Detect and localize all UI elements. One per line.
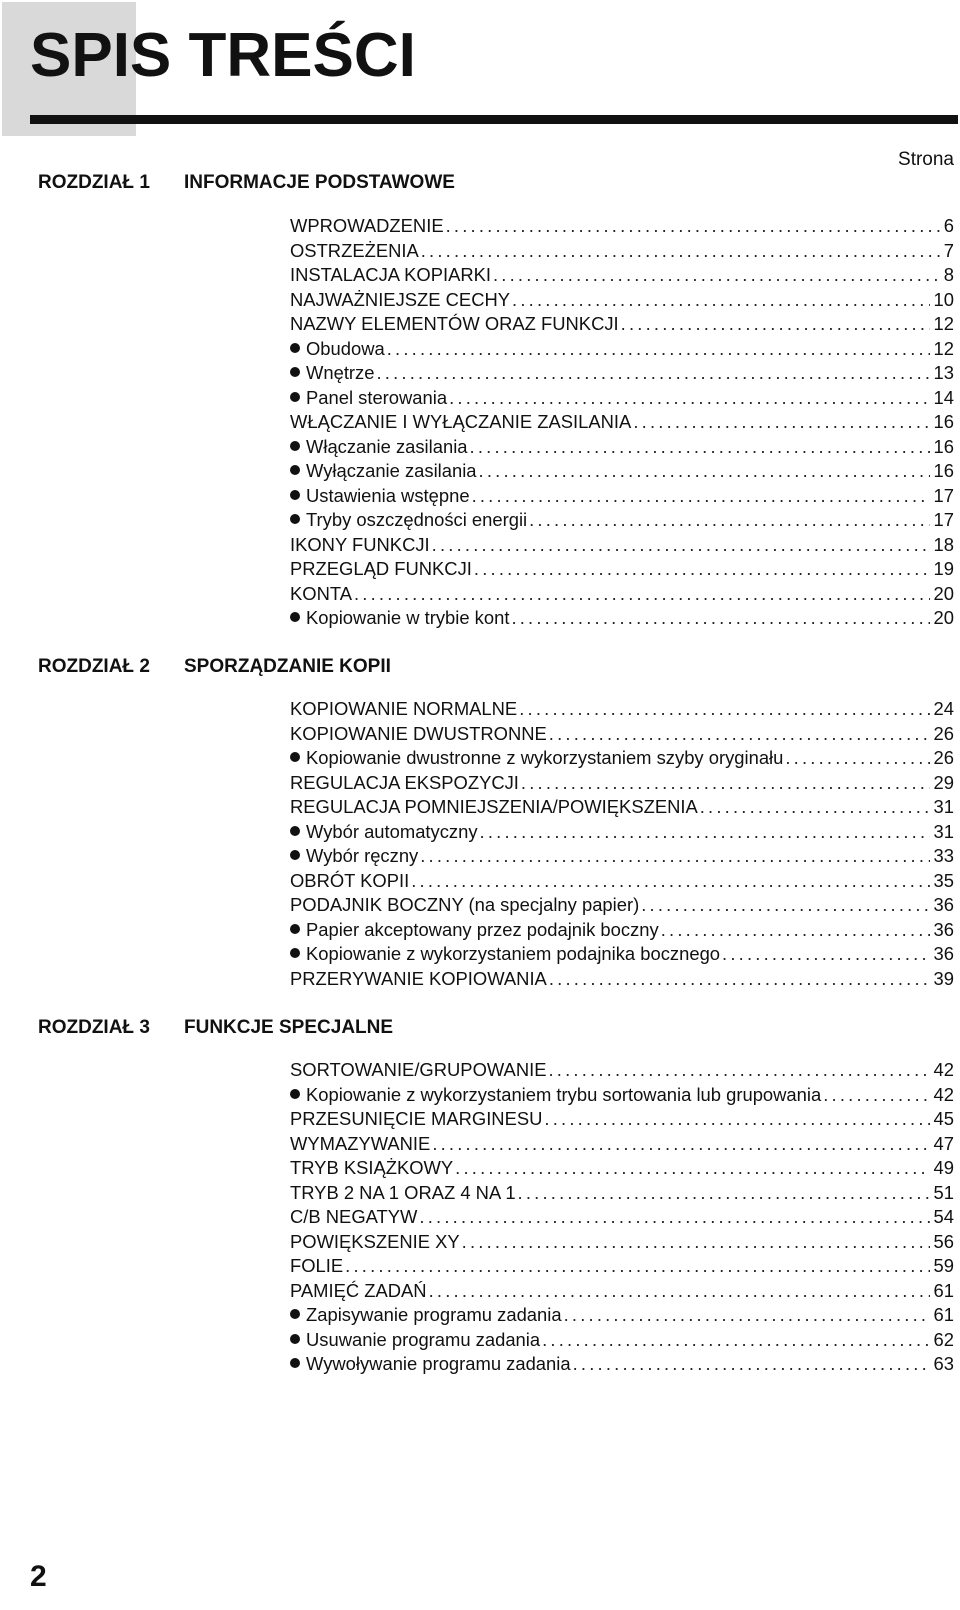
dot-leader	[571, 1352, 930, 1377]
toc-entry	[290, 942, 954, 967]
toc-entry-label: Obudowa	[306, 337, 385, 359]
toc-entry-page: 6	[943, 215, 954, 236]
toc-entry-page: 42	[933, 1059, 954, 1080]
dot-leader	[519, 771, 930, 796]
toc-entry	[290, 746, 954, 771]
toc-entry-page: 54	[933, 1206, 954, 1227]
toc-entry	[290, 288, 954, 313]
toc-entry-label: Włączanie zasilania	[306, 435, 468, 457]
toc-entry	[290, 386, 954, 411]
dot-leader	[478, 820, 930, 845]
toc-entry-label: Kopiowanie z wykorzystaniem trybu sortowania lub grupowania	[306, 1083, 822, 1105]
dot-leader	[453, 1156, 929, 1181]
toc-entry-label: PRZESUNIĘCIE MARGINESU	[290, 1108, 543, 1129]
chapter-name: FUNKCJE SPECJALNE	[184, 1017, 394, 1038]
toc-entry-label: WYMAZYWANIE	[290, 1132, 431, 1154]
dot-leader	[639, 893, 929, 918]
page-title: SPIS TREŚCI	[30, 21, 416, 90]
dot-leader	[468, 435, 930, 460]
toc-entry-label: POWIĘKSZENIE XY	[290, 1230, 460, 1252]
dot-leader	[417, 1205, 929, 1230]
toc-entry	[290, 918, 954, 943]
toc-entry	[290, 795, 954, 820]
toc-entry-label: Kopiowanie z wykorzystaniem podajnika bocznego	[306, 943, 721, 964]
toc-entry-page: 16	[933, 460, 954, 481]
toc-entry	[290, 606, 954, 631]
toc-entry	[290, 337, 954, 362]
toc-entry-label: REGULACJA POMNIEJSZENIA/POWIĘKSZENIA	[290, 796, 698, 817]
toc-entry-page: 20	[933, 582, 954, 604]
toc-entry-label: TRYB KSIĄŻKOWY	[290, 1157, 454, 1178]
toc-entry	[290, 1156, 954, 1181]
chapter-1-entries	[290, 214, 954, 631]
toc-entry	[290, 508, 954, 533]
bullet-icon	[290, 1334, 300, 1344]
toc-entry-label: WPROWADZENIE	[290, 215, 444, 236]
dot-leader	[619, 312, 930, 337]
toc-entry-page: 49	[933, 1157, 954, 1178]
toc-entry-label: Ustawienia wstępne	[306, 484, 470, 506]
chapter-3-entries	[290, 1058, 954, 1377]
toc-entry	[290, 312, 954, 337]
title-rule	[30, 115, 958, 124]
toc-entry-page: 7	[943, 239, 954, 261]
toc-entry	[290, 1205, 954, 1230]
dot-leader	[409, 869, 929, 894]
toc-entry	[290, 1303, 954, 1328]
toc-entry	[290, 722, 954, 747]
toc-entry-label: IKONY FUNKCJI	[290, 533, 430, 555]
bullet-icon	[290, 850, 300, 860]
toc-entry-page: 63	[933, 1353, 954, 1374]
bullet-icon	[290, 752, 300, 762]
toc-entry	[290, 582, 954, 607]
toc-entry-page: 19	[933, 558, 954, 579]
toc-entry-page: 17	[933, 509, 954, 530]
toc-entry-page: 14	[933, 386, 954, 408]
toc-entry-label: Kopiowanie w trybie kont	[306, 607, 510, 628]
toc-entry	[290, 893, 954, 918]
toc-entry-page: 36	[933, 894, 954, 915]
dot-leader	[477, 459, 930, 484]
toc-entry-label: WŁĄCZANIE I WYŁĄCZANIE ZASILANIA	[290, 411, 632, 432]
dot-leader	[491, 263, 940, 288]
toc-entry-label: SORTOWANIE/GRUPOWANIE	[290, 1059, 547, 1080]
toc-entry-page: 42	[933, 1083, 954, 1105]
toc-entry-page: 36	[933, 943, 954, 964]
toc-entry-page: 47	[933, 1132, 954, 1154]
dot-leader	[470, 484, 930, 509]
chapter-name: SPORZĄDZANIE KOPII	[184, 656, 391, 677]
toc-entry	[290, 214, 954, 239]
toc-entry-label: Wyłączanie zasilania	[306, 460, 477, 481]
toc-entry-page: 8	[943, 264, 954, 285]
dot-leader	[447, 386, 929, 411]
dot-leader	[698, 795, 930, 820]
bullet-icon	[290, 465, 300, 475]
bullet-icon	[290, 826, 300, 836]
toc-entry-label: INSTALACJA KOPIARKI	[290, 264, 491, 285]
toc-entry-page: 29	[933, 771, 954, 793]
toc-entry-page: 16	[933, 411, 954, 432]
toc-entry-label: Wnętrze	[306, 362, 375, 383]
toc-entry-label: OSTRZEŻENIA	[290, 239, 419, 261]
toc-entry-page: 24	[933, 698, 954, 719]
toc-entry-label: Papier akceptowany przez podajnik boczny	[306, 918, 659, 940]
toc-entry-page: 59	[933, 1255, 954, 1276]
dot-leader	[385, 337, 930, 362]
bullet-icon	[290, 490, 300, 500]
dot-leader	[631, 410, 929, 435]
toc-entry-label: Kopiowanie dwustronne z wykorzystaniem szyby oryginału	[306, 747, 784, 768]
bullet-icon	[290, 612, 300, 622]
dot-leader	[659, 918, 930, 943]
toc-entry-page: 56	[933, 1230, 954, 1252]
bullet-icon	[290, 948, 300, 958]
toc-entry-page: 61	[933, 1304, 954, 1325]
toc-entry	[290, 1279, 954, 1304]
toc-entry	[290, 967, 954, 992]
dot-leader	[427, 1279, 930, 1304]
dot-leader	[547, 967, 930, 992]
chapter-heading-2	[38, 655, 938, 679]
chapter-number: ROZDZIAŁ 3	[38, 1017, 150, 1038]
toc-entry-page: 35	[933, 869, 954, 891]
dot-leader	[540, 1328, 929, 1353]
dot-leader	[546, 1058, 929, 1083]
chapter-number: ROZDZIAŁ 2	[38, 656, 150, 677]
dot-leader	[821, 1083, 929, 1108]
dot-leader	[516, 1181, 930, 1206]
toc-entry	[290, 361, 954, 386]
dot-leader	[542, 1107, 929, 1132]
toc-entry-page: 51	[933, 1181, 954, 1203]
toc-entry	[290, 869, 954, 894]
toc-entry	[290, 1058, 954, 1083]
toc-entry	[290, 820, 954, 845]
dot-leader	[510, 288, 930, 313]
toc-entry	[290, 484, 954, 509]
chapter-heading-3	[38, 1016, 938, 1040]
toc-entry-page: 61	[933, 1279, 954, 1301]
toc-entry-label: REGULACJA EKSPOZYCJI	[290, 771, 519, 793]
bullet-icon	[290, 924, 300, 934]
toc-entry-label: NAJWAŻNIEJSZE CECHY	[290, 288, 511, 310]
toc-entry-page: 31	[933, 820, 954, 842]
bullet-icon	[290, 392, 300, 402]
toc-entry-label: KONTA	[290, 582, 352, 604]
toc-entry-page: 12	[933, 337, 954, 359]
dot-leader	[460, 1230, 930, 1255]
toc-entry-page: 26	[933, 722, 954, 744]
toc-entry-label: PAMIĘĆ ZADAŃ	[290, 1279, 427, 1301]
toc-entry-label: Usuwanie programu zadania	[306, 1328, 541, 1350]
bullet-icon	[290, 367, 300, 377]
chapter-name: INFORMACJE PODSTAWOWE	[184, 172, 455, 193]
dot-leader	[418, 844, 929, 869]
toc-entry	[290, 459, 954, 484]
bullet-icon	[290, 441, 300, 451]
dot-leader	[527, 508, 929, 533]
toc-entry	[290, 771, 954, 796]
toc-entry-page: 17	[933, 484, 954, 506]
toc-entry-label: Zapisywanie programu zadania	[306, 1304, 562, 1325]
toc-entry-label: TRYB 2 NA 1 ORAZ 4 NA 1	[290, 1181, 516, 1203]
dot-leader	[517, 697, 929, 722]
dot-leader	[509, 606, 929, 631]
toc-entry-label: Wybór automatyczny	[306, 820, 478, 842]
toc-entry	[290, 844, 954, 869]
toc-entry	[290, 697, 954, 722]
toc-entry-label: OBRÓT KOPII	[290, 869, 410, 891]
dot-leader	[720, 942, 930, 967]
bullet-icon	[290, 1309, 300, 1319]
toc-entry-label: NAZWY ELEMENTÓW ORAZ FUNKCJI	[290, 313, 619, 334]
toc-entry	[290, 263, 954, 288]
dot-leader	[374, 361, 929, 386]
toc-entry-page: 36	[933, 918, 954, 940]
toc-entry	[290, 533, 954, 558]
toc-entry	[290, 239, 954, 264]
dot-leader	[430, 1132, 929, 1157]
dot-leader	[562, 1303, 930, 1328]
toc-entry-page: 33	[933, 845, 954, 866]
toc-entry-label: FOLIE	[290, 1255, 344, 1276]
toc-entry-page: 45	[933, 1108, 954, 1129]
dot-leader	[547, 722, 930, 747]
dot-leader	[343, 1254, 929, 1279]
toc-entry-page: 10	[933, 288, 954, 310]
toc-entry-page: 18	[933, 533, 954, 555]
chapter-heading-1	[38, 171, 938, 195]
toc-entry	[290, 1230, 954, 1255]
toc-entry-label: PODAJNIK BOCZNY (na specjalny papier)	[290, 894, 640, 915]
toc-entry-page: 12	[933, 313, 954, 334]
toc-entry	[290, 1181, 954, 1206]
toc-entry	[290, 1352, 954, 1377]
page-column-header: Strona	[898, 149, 954, 170]
toc-entry	[290, 1107, 954, 1132]
toc-entry-page: 39	[933, 967, 954, 989]
toc-entry	[290, 1328, 954, 1353]
dot-leader	[472, 557, 930, 582]
chapter-number: ROZDZIAŁ 1	[38, 172, 150, 193]
toc-entry-page: 31	[933, 796, 954, 817]
toc-entry	[290, 410, 954, 435]
bullet-icon	[290, 1358, 300, 1368]
toc-entry-label: Panel sterowania	[306, 386, 448, 408]
toc-entry	[290, 1254, 954, 1279]
toc-entry	[290, 1132, 954, 1157]
bullet-icon	[290, 514, 300, 524]
dot-leader	[783, 746, 929, 771]
toc-entry-label: Tryby oszczędności energii	[306, 509, 528, 530]
toc-entry-label: PRZEGLĄD FUNKCJI	[290, 558, 472, 579]
toc-entry-page: 13	[933, 362, 954, 383]
toc-entry-label: PRZERYWANIE KOPIOWANIA	[290, 967, 547, 989]
dot-leader	[444, 214, 940, 239]
toc-entry	[290, 435, 954, 460]
toc-entry-label: KOPIOWANIE NORMALNE	[290, 698, 518, 719]
dot-leader	[419, 239, 940, 264]
toc-entry-page: 26	[933, 747, 954, 768]
dot-leader	[352, 582, 930, 607]
dot-leader	[430, 533, 930, 558]
footer-page-number: 2	[30, 1560, 47, 1593]
toc-entry-label: Wywoływanie programu zadania	[306, 1353, 571, 1374]
toc-entry-page: 62	[933, 1328, 954, 1350]
bullet-icon	[290, 1089, 300, 1099]
bullet-icon	[290, 343, 300, 353]
toc-entry-label: Wybór ręczny	[306, 845, 419, 866]
chapter-2-entries	[290, 697, 954, 991]
toc-entry	[290, 1083, 954, 1108]
toc-entry-label: KOPIOWANIE DWUSTRONNE	[290, 722, 547, 744]
toc-entry-page: 20	[933, 607, 954, 628]
toc-entry-page: 16	[933, 435, 954, 457]
toc-entry-label: C/B NEGATYW	[290, 1206, 418, 1227]
toc-entry	[290, 557, 954, 582]
